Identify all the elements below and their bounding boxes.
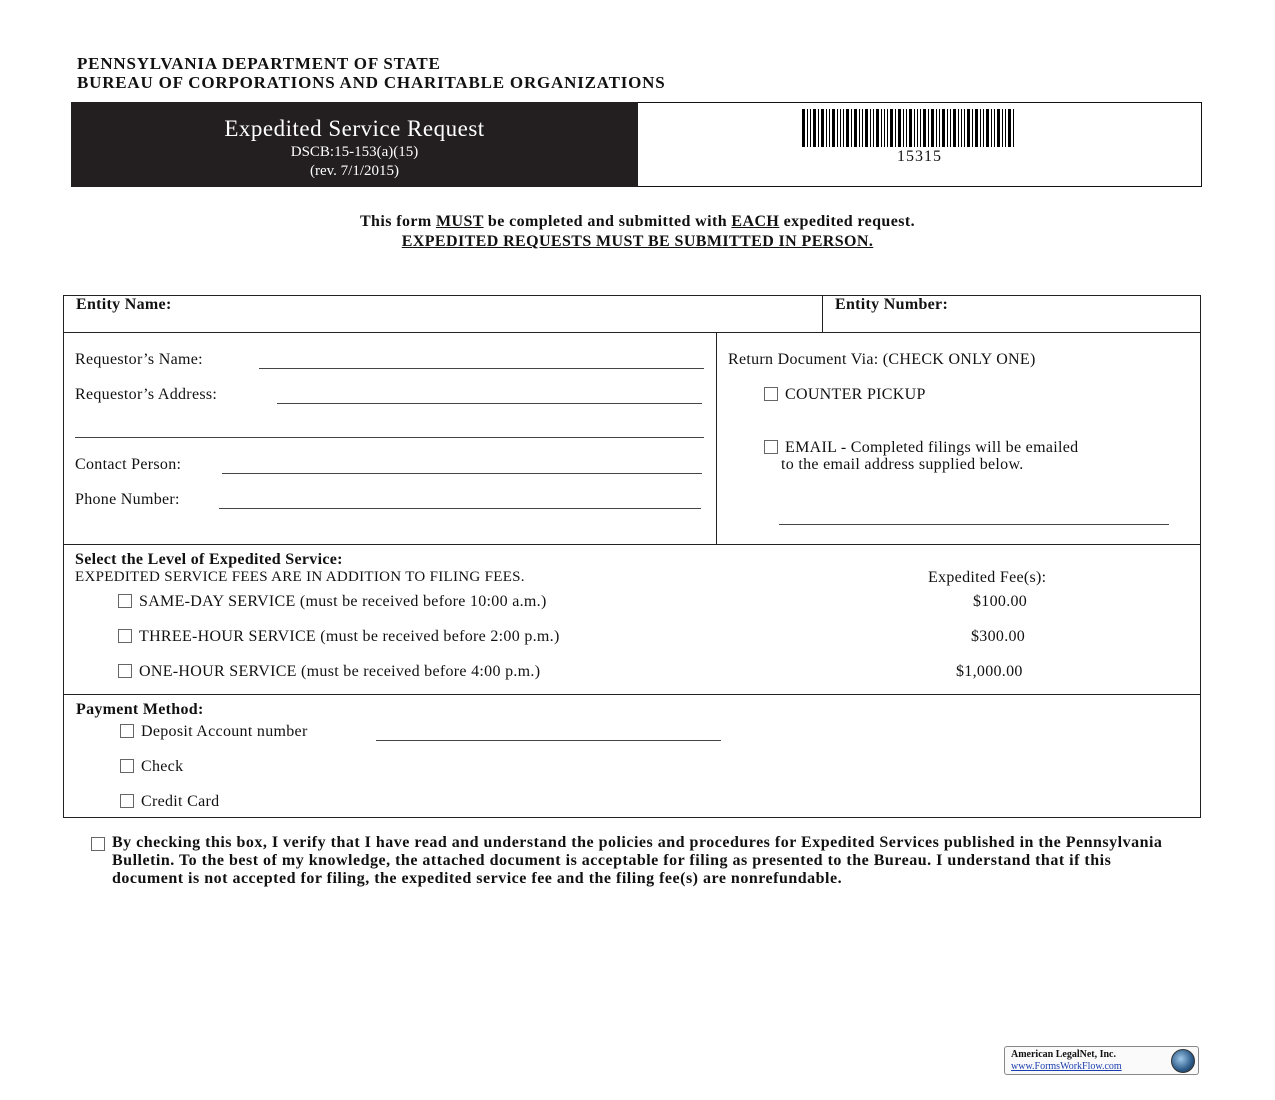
return-document-label: Return Document Via: (CHECK ONLY ONE) [728,351,1036,368]
barcode-bar [865,109,868,147]
barcode-bar [923,109,926,147]
barcode-bar [884,109,885,147]
barcode-bar [958,109,959,147]
barcode-bar [909,109,912,147]
form-code: DSCB:15-153(a)(15) [290,144,419,160]
verification-statement: By checking this box, I verify that I have read and understand the policies and procedures for Expedited Services published in the Pennsylvania Bulletin. To the best of my knowledge, the attached document is acceptable for filing as presented to the Bureau. I understand that if this document is not accepted for filing, the expedited service fee and the filing fee(s) are nonrefundable. [112,834,1163,887]
email-checkbox[interactable] [764,440,778,454]
notice-each: EACH [731,213,780,230]
barcode-bar [972,109,973,147]
barcode-bar [826,109,827,147]
barcode-bar [1008,109,1011,147]
barcode-bar [903,109,904,147]
check-label: Check [141,758,184,775]
barcode-bar [906,109,907,147]
barcode-bar [1002,109,1003,147]
entity-name-label: Entity Name: [76,296,172,313]
email-address-field[interactable] [779,524,1169,525]
one-hour-option: ONE-HOUR SERVICE (must be received before 4:00 p.m.) [139,663,541,680]
phone-number-field[interactable] [219,508,701,509]
barcode-bar [920,109,921,147]
barcode-bar [936,109,937,147]
notice-must: MUST [435,213,484,230]
notice-line-2 [0,233,1275,251]
notice-text-e: expedited request. [779,213,915,230]
barcode-bar [953,109,956,147]
barcode-bar [964,109,965,147]
requestor-address-field-2[interactable] [75,437,704,438]
expedited-fee-header: Expedited Fee(s): [928,569,1047,586]
notice-text-a: This form [359,213,436,230]
deposit-account-checkbox[interactable] [120,724,134,738]
notice-text-c: be completed and submitted with [483,213,732,230]
barcode-bar [975,109,978,147]
barcode-bar [843,109,844,147]
barcode-bar [813,109,816,147]
notice-line-1 [0,213,1275,231]
barcode-bar [967,109,970,147]
barcode-bar [829,109,830,147]
globe-icon [1171,1049,1195,1073]
credit-card-checkbox[interactable] [120,794,134,808]
barcode-bar [928,109,929,147]
requestor-name-label: Requestor’s Name: [75,351,203,368]
one-hour-checkbox[interactable] [118,664,132,678]
barcode-bar [846,109,849,147]
entity-name-field[interactable] [215,297,815,327]
barcode-bar [807,109,808,147]
barcode-bar [837,109,838,147]
barcode-bar [887,109,888,147]
barcode-bar [859,109,860,147]
barcode-bar [991,109,992,147]
barcode-number: 15315 [897,148,942,165]
one-hour-fee: $1,000.00 [956,663,1023,680]
agency-name: PENNSYLVANIA DEPARTMENT OF STATE [77,54,441,73]
three-hour-checkbox[interactable] [118,629,132,643]
logo-company-name: American LegalNet, Inc. [1011,1049,1116,1060]
counter-pickup-checkbox[interactable] [764,387,778,401]
barcode-bar [950,109,951,147]
barcode-bar [840,109,841,147]
email-option-label: EMAIL - Completed filings will be emailed [785,439,1079,456]
counter-pickup-label: COUNTER PICKUP [785,386,926,403]
barcode-bar [917,109,918,147]
forms-workflow-logo [1004,1046,1199,1075]
barcode-bar [1005,109,1006,147]
email-option-note: to the email address supplied below. [781,456,1024,473]
barcode-bar [832,109,835,147]
form-title: Expedited Service Request [224,116,485,141]
barcode-bar [986,109,989,147]
requestor-address-field[interactable] [277,403,702,404]
barcode-bar [873,109,874,147]
barcode-bar [810,109,811,147]
barcode-bar [802,109,805,147]
contact-person-field[interactable] [222,473,702,474]
barcode-bar [818,109,819,147]
barcode-bar [931,109,934,147]
barcode-bar [854,109,857,147]
form-title-box [71,102,638,187]
barcode-bar [983,109,984,147]
credit-card-label: Credit Card [141,793,220,810]
barcode-bar [870,109,871,147]
contact-person-label: Contact Person: [75,456,182,473]
barcode-bar [942,109,945,147]
barcode-bar [939,109,940,147]
service-fee-note: EXPEDITED SERVICE FEES ARE IN ADDITION TO FILING FEES. [75,569,525,585]
barcode-bar [994,109,995,147]
same-day-checkbox[interactable] [118,594,132,608]
logo-website-link[interactable]: www.FormsWorkFlow.com [1011,1061,1122,1072]
barcode-bar [821,109,824,147]
notice-in-person: EXPEDITED REQUESTS MUST BE SUBMITTED IN PERSON. [401,233,874,250]
barcode-bar [1013,109,1014,147]
barcode-bar [997,109,1000,147]
same-day-option: SAME-DAY SERVICE (must be received before 10:00 a.m.) [139,593,547,610]
service-level-heading: Select the Level of Expedited Service: [75,551,343,568]
barcode-bar [890,109,893,147]
barcode-bar [881,109,882,147]
requestor-divider [716,332,717,545]
barcode-image [802,109,1016,147]
deposit-account-field[interactable] [376,740,721,741]
payment-method-heading: Payment Method: [76,701,204,718]
barcode-bar [862,109,863,147]
payment-section [63,694,1201,818]
barcode-bar [980,109,981,147]
same-day-fee: $100.00 [973,593,1028,610]
barcode-bar [947,109,948,147]
barcode-box [638,102,1202,187]
entity-number-field[interactable] [995,297,1195,327]
barcode-bar [876,109,879,147]
verify-checkbox[interactable] [91,837,105,851]
barcode-bar [895,109,896,147]
three-hour-option: THREE-HOUR SERVICE (must be received before 2:00 p.m.) [139,628,560,645]
three-hour-fee: $300.00 [971,628,1026,645]
form-revision: (rev. 7/1/2015) [309,163,399,179]
entity-divider [822,295,823,333]
barcode-bar [898,109,901,147]
phone-number-label: Phone Number: [75,491,180,508]
bureau-name: BUREAU OF CORPORATIONS AND CHARITABLE ORGANIZATIONS [77,73,666,92]
barcode-bar [851,109,852,147]
barcode-bar [914,109,915,147]
requestor-address-label: Requestor’s Address: [75,386,218,403]
check-checkbox[interactable] [120,759,134,773]
requestor-name-field[interactable] [259,368,704,369]
deposit-account-label: Deposit Account number [141,723,308,740]
barcode-bar [961,109,962,147]
entity-number-label: Entity Number: [835,296,949,313]
